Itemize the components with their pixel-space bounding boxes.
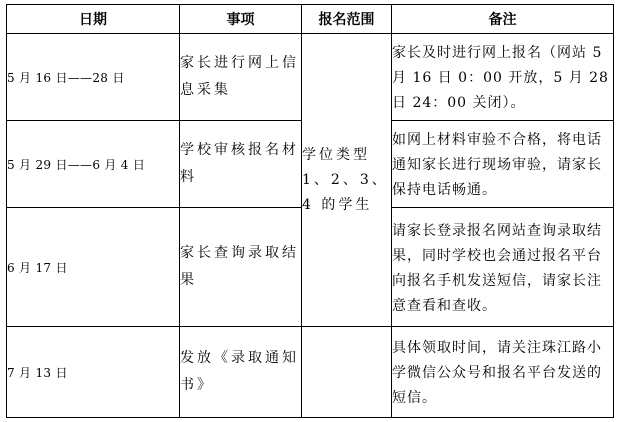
row-item: 发放《录取通知书》 [180, 327, 302, 418]
row-item: 家长查询录取结果 [180, 208, 302, 327]
row-note-text: 具体领取时间，请关注珠江路小学微信公众号和报名平台发送的短信。 [392, 340, 602, 406]
table-row [7, 34, 614, 121]
row-note [392, 121, 614, 208]
scope-cell: 学位类型 1、2、3、4 的学生 [302, 34, 392, 327]
scope-cell-empty [302, 327, 392, 418]
row-note [392, 208, 614, 327]
header-scope: 报名范围 [302, 5, 392, 34]
header-note: 备注 [392, 5, 614, 34]
header-date: 日期 [7, 5, 180, 34]
enrollment-schedule-table [6, 4, 614, 418]
row-date: 5 月 29 日——6 月 4 日 [7, 121, 180, 208]
row-date: 5 月 16 日——28 日 [7, 34, 180, 121]
row-note [392, 34, 614, 121]
row-item: 家长进行网上信息采集 [180, 34, 302, 121]
row-note [392, 327, 614, 418]
row-note-text: 家长及时进行网上报名（网站 5 月 16 日 0：00 开放，5 月 28 日 24：00 关闭）。 [392, 45, 609, 111]
row-item: 学校审核报名材料 [180, 121, 302, 208]
table-row [7, 327, 614, 418]
row-date: 6 月 17 日 [7, 208, 180, 327]
row-note-text: 请家长登录报名网站查询录取结果，同时学校也会通过报名平台向报名手机发送短信，请家长注意查看和查收。 [392, 222, 602, 314]
row-date: 7 月 13 日 [7, 327, 180, 418]
header-item: 事项 [180, 5, 302, 34]
row-note-text: 如网上材料审验不合格，将电话通知家长进行现场审验，请家长保持电话畅通。 [392, 132, 602, 198]
header-row [7, 5, 614, 34]
